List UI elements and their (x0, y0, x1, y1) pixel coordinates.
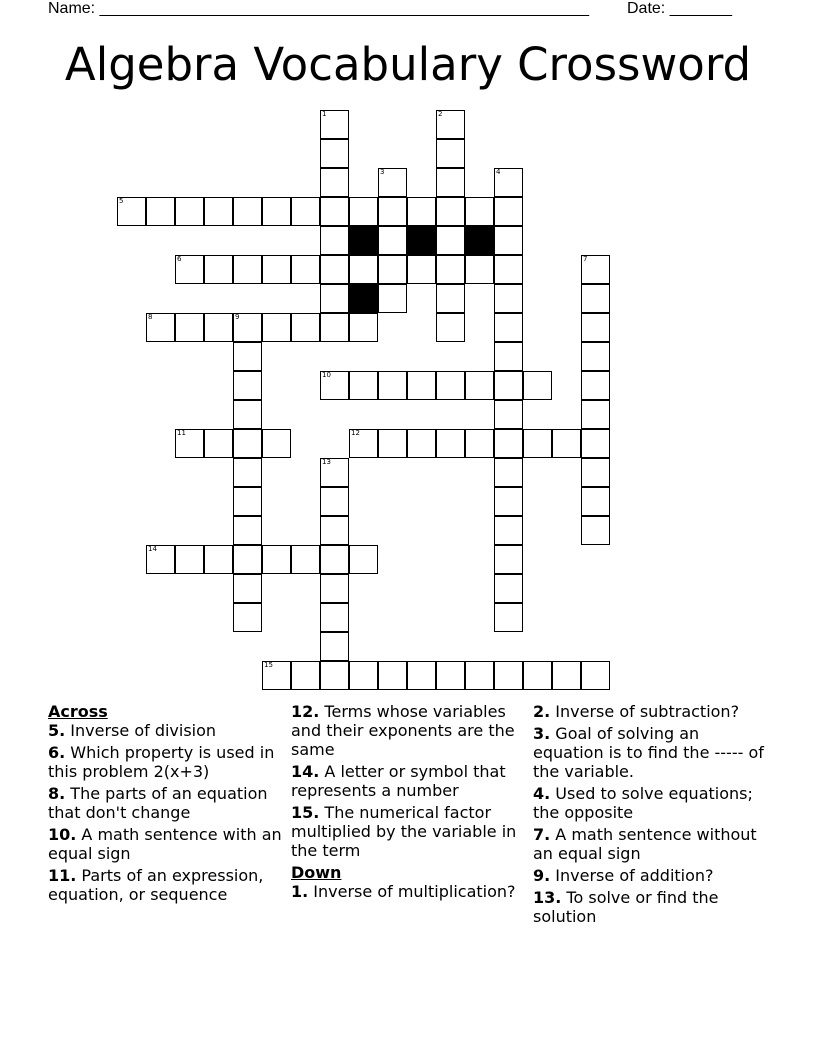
clue-item-number: 12. (291, 702, 320, 721)
clue-item (533, 825, 773, 863)
clue-column-2 (291, 702, 527, 904)
grid-cell[interactable] (494, 487, 523, 516)
grid-cell[interactable] (407, 429, 436, 458)
clue-number: 15 (264, 661, 273, 669)
grid-cell[interactable] (320, 197, 349, 226)
clue-item-text: To solve or find the solution (533, 888, 719, 926)
grid-cell[interactable] (262, 313, 291, 342)
clue-item (533, 866, 773, 885)
grid-cell[interactable] (581, 429, 610, 458)
grid-cell[interactable] (204, 197, 233, 226)
grid-cell[interactable] (291, 313, 320, 342)
grid-cell[interactable] (320, 487, 349, 516)
grid-cell[interactable] (204, 255, 233, 284)
clue-item (291, 702, 527, 759)
clue-item-text: Used to solve equations; the opposite (533, 784, 753, 822)
grid-cell[interactable] (494, 371, 523, 400)
grid-cell[interactable] (320, 516, 349, 545)
grid-cell[interactable] (407, 197, 436, 226)
grid-cell[interactable] (146, 313, 175, 342)
grid-cell[interactable] (320, 603, 349, 632)
grid-cell[interactable] (320, 255, 349, 284)
grid-cell[interactable] (320, 168, 349, 197)
clue-item-number: 11. (48, 866, 77, 885)
grid-cell[interactable] (291, 545, 320, 574)
grid-cell[interactable] (581, 284, 610, 313)
grid-cell[interactable] (233, 487, 262, 516)
clue-item (291, 762, 527, 800)
clue-item (48, 866, 288, 904)
clue-number: 7 (583, 255, 588, 263)
grid-cell[interactable] (291, 255, 320, 284)
grid-cell[interactable] (262, 545, 291, 574)
grid-cell[interactable] (523, 661, 552, 690)
grid-cell[interactable] (233, 197, 262, 226)
clue-item-text: A letter or symbol that represents a number (291, 762, 506, 800)
clue-list-b-across (291, 702, 527, 860)
grid-cell[interactable] (320, 661, 349, 690)
grid-cell[interactable] (581, 255, 610, 284)
clue-item-text: Inverse of multiplication? (308, 882, 516, 901)
grid-cell[interactable] (436, 139, 465, 168)
clue-item-text: Inverse of subtraction? (550, 702, 740, 721)
clue-item-number: 3. (533, 724, 551, 743)
grid-cell[interactable] (378, 255, 407, 284)
clue-item-number: 10. (48, 825, 77, 844)
page-title: Algebra Vocabulary Crossword (64, 38, 752, 91)
grid-cell[interactable] (436, 168, 465, 197)
grid-cell[interactable] (465, 661, 494, 690)
grid-cell[interactable] (378, 226, 407, 255)
clue-column-1 (48, 702, 288, 907)
grid-cell[interactable] (494, 255, 523, 284)
grid-cell[interactable] (349, 371, 378, 400)
grid-cell[interactable] (233, 255, 262, 284)
grid-cell[interactable] (581, 458, 610, 487)
grid-cell[interactable] (494, 516, 523, 545)
grid-cell[interactable] (378, 284, 407, 313)
grid-cell[interactable] (320, 284, 349, 313)
grid-cell[interactable] (494, 574, 523, 603)
grid-cell[interactable] (436, 661, 465, 690)
grid-cell[interactable] (233, 429, 262, 458)
grid-cell[interactable] (494, 313, 523, 342)
grid-cell[interactable] (175, 429, 204, 458)
clue-item-text: Which property is used in this problem 2(x+3) (48, 743, 275, 781)
grid-cell[interactable] (233, 545, 262, 574)
grid-cell[interactable] (465, 197, 494, 226)
clue-number: 2 (438, 110, 443, 118)
grid-cell[interactable] (262, 255, 291, 284)
grid-cell[interactable] (320, 545, 349, 574)
clue-number: 6 (177, 255, 182, 263)
grid-cell[interactable] (233, 371, 262, 400)
grid-cell[interactable] (494, 226, 523, 255)
grid-cell[interactable] (581, 516, 610, 545)
grid-cell[interactable] (349, 429, 378, 458)
grid-cell[interactable] (291, 661, 320, 690)
clue-item-text: Goal of solving an equation is to find the ----- of the variable. (533, 724, 764, 781)
grid-cell[interactable] (291, 197, 320, 226)
clue-number: 12 (351, 429, 360, 437)
grid-cell[interactable] (523, 371, 552, 400)
clue-item-text: A math sentence without an equal sign (533, 825, 757, 863)
grid-cell[interactable] (494, 429, 523, 458)
grid-cell[interactable] (320, 632, 349, 661)
clue-item-number: 5. (48, 721, 66, 740)
date-field-line: Date: _______ (627, 0, 732, 17)
clue-item-text: Parts of an expression, equation, or sequence (48, 866, 264, 904)
clue-item-text: Inverse of addition? (550, 866, 714, 885)
clue-number: 8 (148, 313, 153, 321)
grid-cell[interactable] (262, 429, 291, 458)
grid-cell[interactable] (436, 313, 465, 342)
grid-cell[interactable] (233, 342, 262, 371)
clue-list-a (48, 721, 288, 904)
grid-cell[interactable] (175, 313, 204, 342)
clue-item-text: The parts of an equation that don't change (48, 784, 268, 822)
clue-item (533, 724, 773, 781)
grid-cell[interactable] (175, 197, 204, 226)
grid-cell[interactable] (233, 400, 262, 429)
clue-number: 14 (148, 545, 157, 553)
grid-cell[interactable] (436, 255, 465, 284)
clue-item (291, 882, 527, 901)
grid-cell[interactable] (494, 342, 523, 371)
clue-item-number: 15. (291, 803, 320, 822)
grid-cell[interactable] (581, 661, 610, 690)
grid-cell[interactable] (407, 255, 436, 284)
grid-cell[interactable] (465, 429, 494, 458)
grid-cell[interactable] (320, 110, 349, 139)
grid-cell[interactable] (465, 371, 494, 400)
clue-item (48, 825, 288, 863)
grid-cell[interactable] (494, 400, 523, 429)
grid-cell[interactable] (494, 284, 523, 313)
grid-cell[interactable] (349, 661, 378, 690)
grid-cell[interactable] (349, 313, 378, 342)
clue-number: 1 (322, 110, 327, 118)
grid-cell[interactable] (175, 545, 204, 574)
grid-cell[interactable] (436, 371, 465, 400)
clue-item (533, 784, 773, 822)
grid-cell[interactable] (465, 255, 494, 284)
clue-item-text: Terms whose variables and their exponents are the same (291, 702, 515, 759)
grid-cell[interactable] (349, 545, 378, 574)
grid-cell[interactable] (436, 110, 465, 139)
grid-cell[interactable] (581, 313, 610, 342)
clue-item (48, 743, 288, 781)
grid-cell[interactable] (581, 487, 610, 516)
clue-column-3 (533, 702, 773, 929)
grid-cell[interactable] (204, 313, 233, 342)
grid-cell[interactable] (581, 400, 610, 429)
black-cell (349, 226, 378, 255)
clue-item (533, 888, 773, 926)
grid-cell[interactable] (262, 197, 291, 226)
clue-number: 4 (496, 168, 501, 176)
grid-cell[interactable] (349, 255, 378, 284)
grid-cell[interactable] (436, 197, 465, 226)
black-cell (407, 226, 436, 255)
grid-cell[interactable] (233, 603, 262, 632)
grid-cell[interactable] (320, 226, 349, 255)
grid-cell[interactable] (378, 371, 407, 400)
clue-item-text: The numerical factor multiplied by the variable in the term (291, 803, 517, 860)
grid-cell[interactable] (378, 429, 407, 458)
across-heading: Across (48, 702, 108, 721)
black-cell (465, 226, 494, 255)
grid-cell[interactable] (436, 226, 465, 255)
grid-cell[interactable] (204, 545, 233, 574)
grid-cell[interactable] (552, 429, 581, 458)
clue-item (533, 702, 773, 721)
grid-cell[interactable] (494, 458, 523, 487)
grid-cell[interactable] (378, 168, 407, 197)
grid-cell[interactable] (233, 516, 262, 545)
grid-cell[interactable] (175, 255, 204, 284)
clue-item-number: 7. (533, 825, 551, 844)
grid-cell[interactable] (146, 197, 175, 226)
grid-cell[interactable] (494, 603, 523, 632)
name-field-line: Name: _______________________________________________________ (48, 0, 589, 17)
clue-number: 5 (119, 197, 124, 205)
grid-cell[interactable] (552, 661, 581, 690)
grid-cell[interactable] (494, 168, 523, 197)
grid-cell[interactable] (494, 545, 523, 574)
grid-cell[interactable] (320, 371, 349, 400)
grid-cell[interactable] (581, 342, 610, 371)
grid-cell[interactable] (436, 429, 465, 458)
grid-cell[interactable] (436, 284, 465, 313)
grid-cell[interactable] (378, 197, 407, 226)
grid-cell[interactable] (233, 458, 262, 487)
grid-cell[interactable] (378, 661, 407, 690)
grid-cell[interactable] (581, 371, 610, 400)
clue-item-number: 6. (48, 743, 66, 762)
down-heading: Down (291, 863, 342, 882)
clue-number: 11 (177, 429, 186, 437)
clue-item-text: Inverse of division (65, 721, 217, 740)
clue-item-text: A math sentence with an equal sign (48, 825, 282, 863)
grid-cell[interactable] (117, 197, 146, 226)
grid-cell[interactable] (494, 661, 523, 690)
black-cell (349, 284, 378, 313)
clue-item-number: 14. (291, 762, 320, 781)
grid-cell[interactable] (233, 313, 262, 342)
clue-number: 3 (380, 168, 385, 176)
clue-list-b-down (291, 882, 527, 901)
grid-cell[interactable] (407, 371, 436, 400)
grid-cell[interactable] (233, 574, 262, 603)
grid-cell[interactable] (320, 139, 349, 168)
clue-item (48, 784, 288, 822)
grid-cell[interactable] (494, 197, 523, 226)
grid-cell[interactable] (262, 661, 291, 690)
clue-item-number: 1. (291, 882, 309, 901)
grid-cell[interactable] (349, 197, 378, 226)
clue-item-number: 4. (533, 784, 551, 803)
grid-cell[interactable] (320, 458, 349, 487)
clue-number: 9 (235, 313, 240, 321)
clue-item (291, 803, 527, 860)
clue-item-number: 2. (533, 702, 551, 721)
clue-item-number: 13. (533, 888, 562, 907)
grid-cell[interactable] (146, 545, 175, 574)
grid-cell[interactable] (523, 429, 552, 458)
grid-cell[interactable] (204, 429, 233, 458)
clue-number: 10 (322, 371, 331, 379)
clue-list-c (533, 702, 773, 926)
grid-cell[interactable] (407, 661, 436, 690)
grid-cell[interactable] (320, 574, 349, 603)
clue-item-number: 8. (48, 784, 66, 803)
clue-number: 13 (322, 458, 331, 466)
grid-cell[interactable] (320, 313, 349, 342)
clue-item-number: 9. (533, 866, 551, 885)
clue-item (48, 721, 288, 740)
